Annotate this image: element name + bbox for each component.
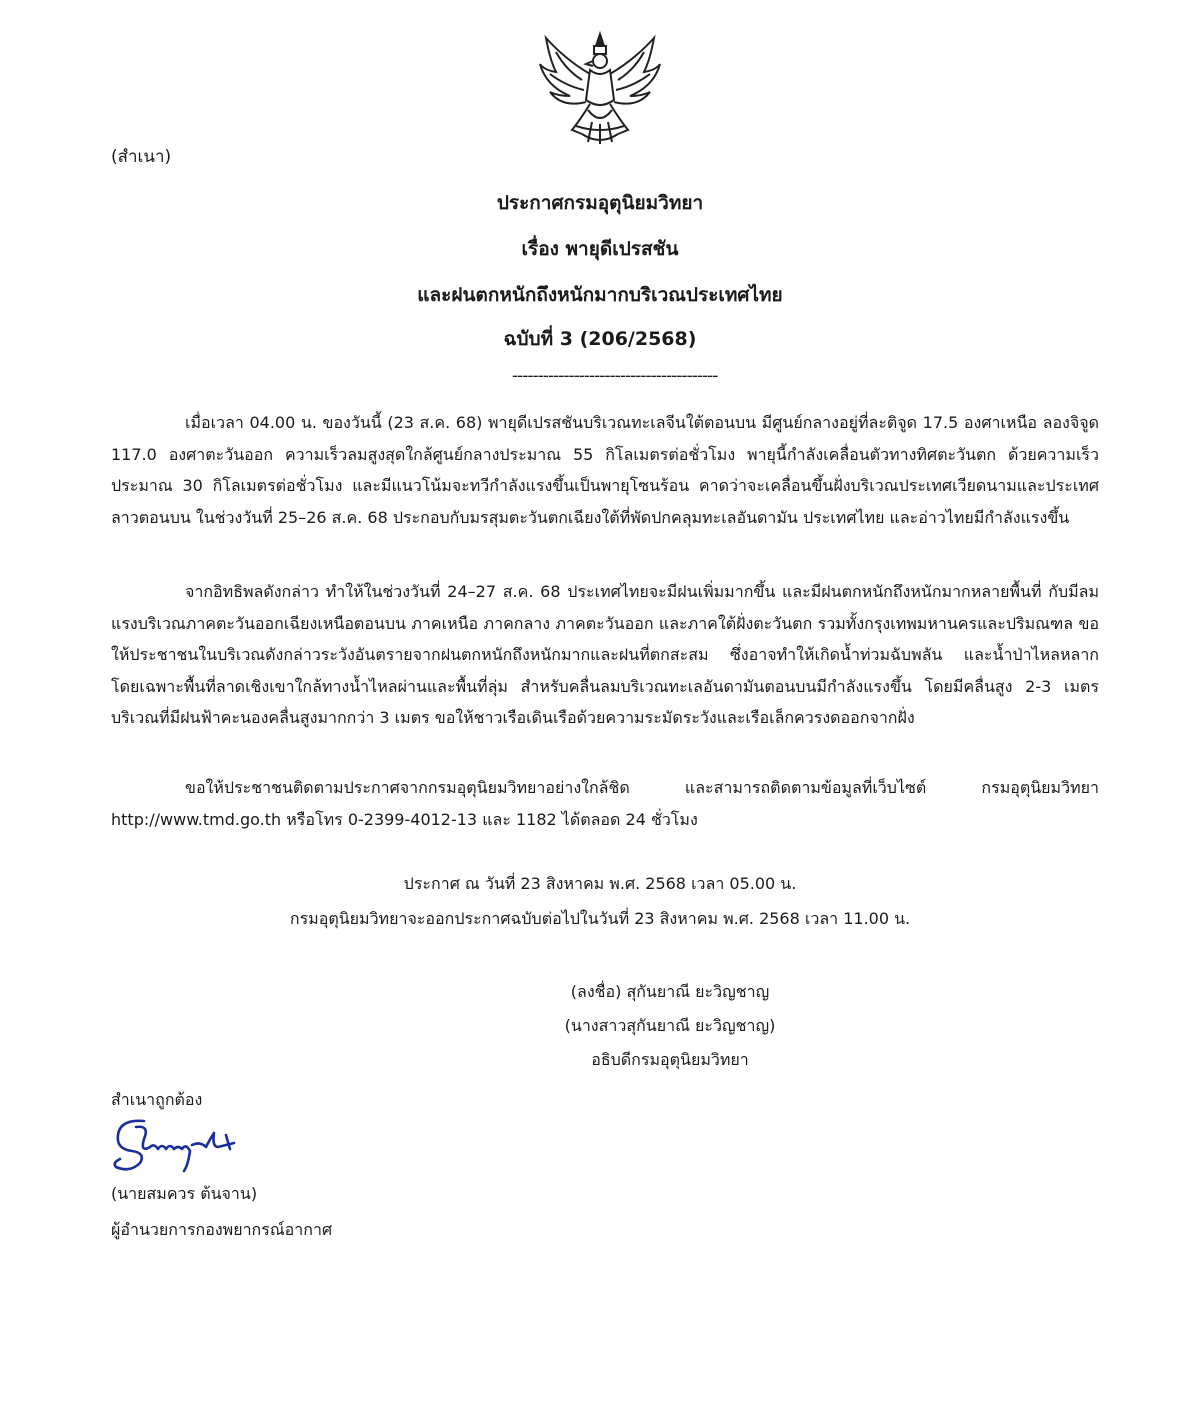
paragraph-text: ขอให้ประชาชนติดตามประกาศจากกรมอุตุนิยมวิทยาอย่างใกล้ชิด และสามารถติดตามข้อมูลที่เว็บไซต์ กรมอุตุนิยมวิทยา http://www.tmd.go.th หรือโทร 0-2399-4012-13 และ 1182 ได้ตลอด 24 ชั่วโมง	[111, 778, 1099, 829]
issued-date: ประกาศ ณ วันที่ 23 สิงหาคม พ.ศ. 2568 เวลา 05.00 น.	[403, 874, 797, 893]
paragraph-text: จากอิทธิพลดังกล่าว ทำให้ในช่วงวันที่ 24–27 ส.ค. 68 ประเทศไทยจะมีฝนเพิ่มมากขึ้น และมีฝนตกหนักถึงหนักมากหลายพื้นที่ กับมีลมแรงบริเวณภาคตะวันออกเฉียงเหนือตอนบน ภาคเหนือ ภาคกลาง ภาคตะวันออก และภาคใต้ฝั่งตะวันตก รวมทั้งกรุงเทพมหานครและปริมณฑล ขอให้ประชาชนในบริเวณดังกล่าวระวังอันตรายจากฝนตกหนักถึงหนักมากและฝนที่ตกสะสม ซึ่งอาจทำให้เกิดน้ำท่วมฉับพลัน และน้ำป่าไหลหลาก โดยเฉพาะพื้นที่ลาดเชิงเขาใกล้ทางน้ำไหลผ่านและพื้นที่ลุ่ม สำหรับคลื่นลมบริเวณทะเลอันดามันตอนบนมีกำลังแรงขึ้น โดยมีคลื่นสูง 2-3 เมตร บริเวณที่มีฝนฟ้าคะนองคลื่นสูงมากกว่า 3 เมตร ขอให้ชาวเรือเดินเรือด้วยความระมัดระวังและเรือเล็กควรงดออกจากฝั่ง	[111, 582, 1099, 728]
garuda-emblem-icon	[536, 30, 664, 148]
paragraph-impact-warning	[111, 576, 1099, 734]
paragraph-text: เมื่อเวลา 04.00 น. ของวันนี้ (23 ส.ค. 68) พายุดีเปรสชันบริเวณทะเลจีนใต้ตอนบน มีศูนย์กลางอยู่ที่ละติจูด 17.5 องศาเหนือ ลองจิจูด 117.0 องศาตะวันออก ความเร็วลมสูงสุดใกล้ศูนย์กลางประมาณ 55 กิโลเมตรต่อชั่วโมง พายุนี้กำลังเคลื่อนตัวทางทิศตะวันตก ด้วยความเร็วประมาณ 30 กิโลเมตรต่อชั่วโมง และมีแนวโน้มจะทวีกำลังแรงขึ้นเป็นพายุโซนร้อน คาดว่าจะเคลื่อนขึ้นฝั่งบริเวณประเทศเวียดนามและประเทศลาวตอนบน ในช่วงวันที่ 25–26 ส.ค. 68 ประกอบกับมรสุมตะวันตกเฉียงใต้ที่พัดปกคลุมทะเลอันดามัน ประเทศไทย และอ่าวไทยมีกำลังแรงขึ้น	[111, 413, 1099, 527]
signatory-position: อธิบดีกรมอุตุนิยมวิทยา	[591, 1050, 749, 1069]
issue-number: ฉบับที่ 3 (206/2568)	[503, 328, 697, 350]
subject-continuation: และฝนตกหนักถึงหนักมากบริเวณประเทศไทย	[417, 284, 783, 306]
next-announcement: กรมอุตุนิยมวิทยาจะออกประกาศฉบับต่อไปในวันที่ 23 สิงหาคม พ.ศ. 2568 เวลา 11.00 น.	[289, 909, 911, 928]
certifier-name: (นายสมควร ต้นจาน)	[111, 1184, 258, 1203]
handwritten-signature-icon	[110, 1113, 245, 1175]
certified-copy-label: สำเนาถูกต้อง	[111, 1090, 203, 1109]
paragraph-contact-info	[111, 772, 1099, 835]
title-divider: ----------------------------------------	[512, 366, 718, 386]
signatory-name: (นางสาวสุกันยาณี ยะวิญชาญ)	[564, 1016, 776, 1035]
certifier-position: ผู้อำนวยการกองพยากรณ์อากาศ	[111, 1220, 333, 1239]
signed-line: (ลงชื่อ) สุกันยาณี ยะวิญชาญ	[570, 982, 770, 1001]
paragraph-storm-info	[111, 407, 1099, 533]
document-title: ประกาศกรมอุตุนิยมวิทยา	[496, 192, 704, 214]
copy-label: (สำเนา)	[111, 147, 172, 167]
subject-line: เรื่อง พายุดีเปรสชัน	[521, 238, 679, 260]
